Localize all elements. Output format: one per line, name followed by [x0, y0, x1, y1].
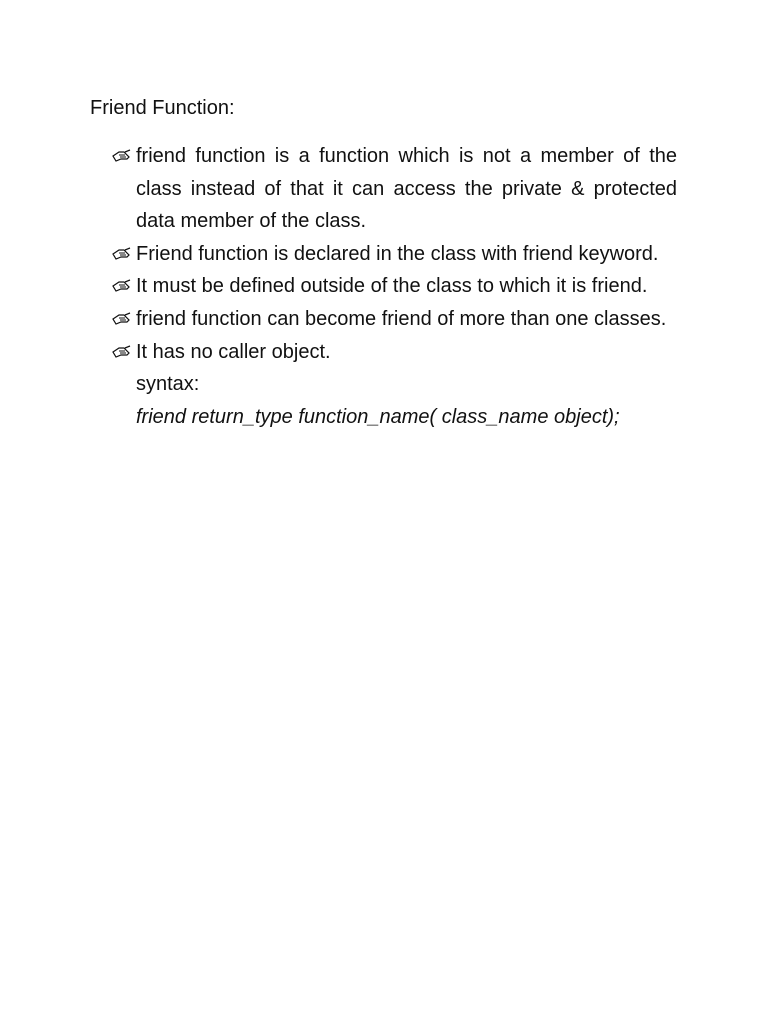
- list-item: [112, 336, 677, 369]
- writing-hand-icon: [112, 303, 134, 335]
- bullet-text: It must be defined outside of the class to which it is friend.: [136, 275, 648, 298]
- list-item: [112, 140, 677, 238]
- writing-hand-icon: [112, 270, 134, 302]
- list-item: [112, 238, 677, 271]
- list-item: [112, 270, 677, 303]
- writing-hand-icon: [112, 140, 134, 172]
- bullet-list: [112, 140, 677, 433]
- list-item: [112, 303, 677, 336]
- bullet-text: Friend function is declared in the class with friend keyword.: [136, 242, 659, 265]
- syntax-code: friend return_type function_name( class_name object);: [136, 405, 620, 428]
- syntax-label: syntax:: [136, 373, 200, 396]
- writing-hand-icon: [112, 336, 134, 368]
- bullet-text: It has no caller object.: [136, 340, 331, 363]
- writing-hand-icon: [112, 238, 134, 270]
- bullet-text: friend function can become friend of more than one classes.: [136, 307, 667, 330]
- page-title: Friend Function:: [90, 97, 235, 119]
- syntax-block: [112, 368, 677, 433]
- bullet-text: friend function is a function which is not a member of the class instead of that it can access the private & protected data member of the class.: [136, 145, 677, 233]
